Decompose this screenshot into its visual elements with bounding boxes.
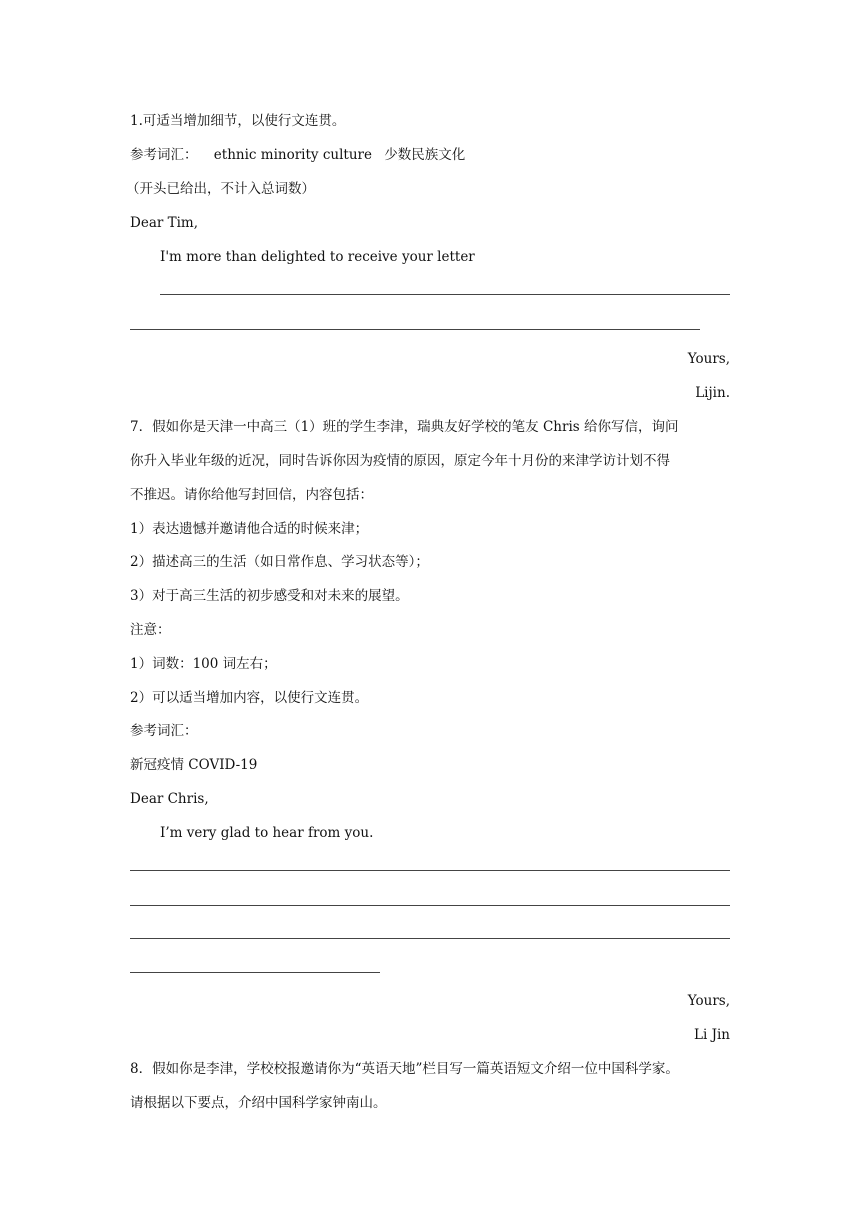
q7-prompt-line-1: 7．假如你是天津一中高三（1）班的学生李津，瑞典友好学校的笔友 Chris 给你写信，询问	[130, 419, 679, 435]
closing-a: Yours,	[687, 351, 730, 367]
q7-item-3: 3）对于高三生活的初步感受和对未来的展望。	[130, 588, 409, 604]
answer-line	[130, 905, 730, 906]
answer-line	[130, 972, 380, 973]
opening-sentence-a: I'm more than delighted to receive your letter	[160, 249, 475, 265]
greeting-chris: Dear Chris,	[130, 791, 209, 807]
note-start: （开头已给出，不计入总词数）	[126, 181, 315, 197]
closing-q7: Yours,	[687, 993, 730, 1009]
q7-vocab: 新冠疫情 COVID-19	[130, 757, 258, 773]
q7-note-2: 2）可以适当增加内容，以使行文连贯。	[130, 690, 369, 706]
q7-note-1: 1）词数：100 词左右；	[130, 656, 277, 672]
q7-prompt-line-2: 你升入毕业年级的近况，同时告诉你因为疫情的原因，原定今年十月份的来津学访计划不得	[130, 453, 670, 469]
q8-prompt-line-2: 请根据以下要点，介绍中国科学家钟南山。	[130, 1095, 387, 1111]
vocab-english: ethnic minority culture	[213, 147, 372, 163]
answer-line	[130, 870, 730, 871]
answer-line	[130, 329, 700, 330]
q7-item-1: 1）表达遗憾并邀请他合适的时候来津；	[130, 521, 369, 537]
q7-vocab-label: 参考词汇：	[130, 723, 198, 739]
vocab-chinese: 少数民族文化	[384, 147, 466, 163]
answer-line	[160, 294, 730, 295]
q7-attention: 注意：	[130, 622, 171, 638]
signature-a: Lijin.	[695, 385, 730, 401]
answer-line	[130, 938, 730, 939]
note-line-1: 1.可适当增加细节，以使行文连贯。	[130, 113, 346, 129]
q8-prompt-line-1: 8．假如你是李津，学校校报邀请你为“英语天地”栏目写一篇英语短文介绍一位中国科学家。	[130, 1061, 679, 1077]
greeting-tim: Dear Tim,	[130, 215, 199, 231]
signature-q7: Li Jin	[694, 1027, 730, 1043]
q7-prompt-line-3: 不推迟。请你给他写封回信，内容包括：	[130, 487, 373, 503]
vocab-label: 参考词汇：	[130, 147, 198, 163]
q7-item-2: 2）描述高三的生活（如日常作息、学习状态等）；	[130, 554, 429, 570]
opening-sentence-q7: I’m very glad to hear from you.	[160, 825, 374, 841]
vocab-line	[130, 146, 465, 164]
